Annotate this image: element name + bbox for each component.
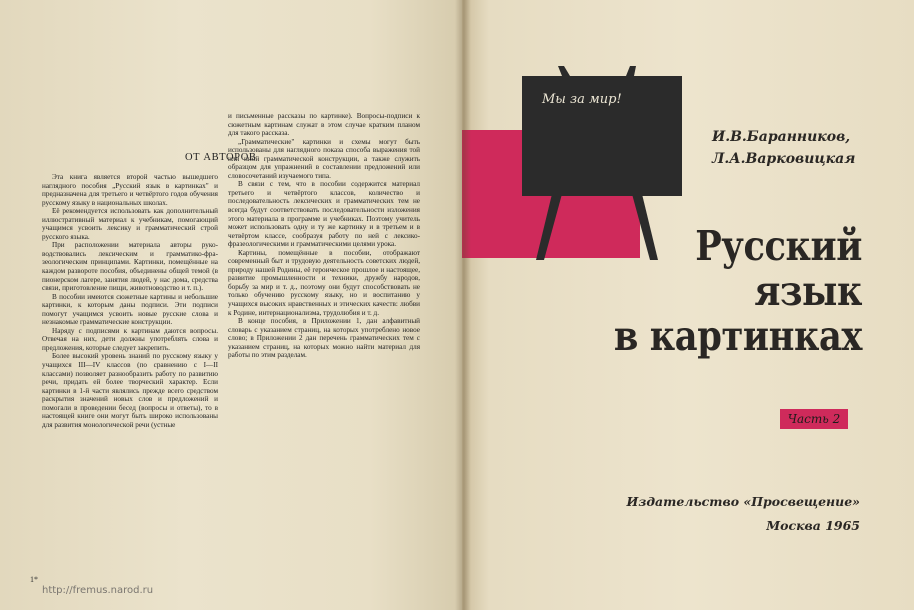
chalkboard-text: Мы за мир!: [542, 92, 622, 107]
city-year: Москва 1965: [766, 518, 860, 533]
part-badge: Часть 2: [780, 409, 848, 429]
title-line-2: язык: [754, 267, 862, 315]
paragraph: Картины, помещённые в пособии, отображают современный быт и трудовую деятельность советских людей, природу нашей Родины, её героическое прошлое и настоящее, развитие промышленности и техники, дружбу народов, борьбу за мир и т. д., поэтому они будут способствовать не только обучению русскому языку, но и воспитанию у учащихся высоких нравственных и этических качеств: любви к Родине, интернационализма, трудолюбия и т. д.: [228, 248, 420, 317]
title-line-3: в картинках: [613, 312, 862, 360]
page-folio: 1*: [30, 575, 38, 584]
paragraph: В конце пособия, в Приложении 1, дан алфавитный словарь с указанием страниц, на которых употреблено новое слово; в Приложении 2 дан перечень грамматических тем с указанием страниц, на которых можно найти материал для работы по этим разделам.: [228, 317, 420, 360]
paragraph: В пособии имеются сюжетные картины и небольшие картинки, к которым даны подписи. Эти подписи помогут учащимся усвоить новые русские слова и незнакомые грамматические конструкции.: [42, 292, 218, 327]
publisher: Издательство «Просвещение»: [626, 494, 860, 509]
text-column-1: [42, 173, 218, 429]
title-line-1: Русский: [695, 222, 862, 270]
paragraph: Наряду с подписями к картинам даются вопросы. Отвечая на них, дети должны употреблять слова и предложения, которые следует закрепить.: [42, 326, 218, 352]
section-heading: ОТ АВТОРОВ: [185, 152, 257, 163]
paragraph: и письменные рассказы по картинке). Вопросы-подписи к сюжетным картинам служат в этом случае кратким планом для такого рассказа.: [228, 112, 420, 138]
text-column-2: [228, 112, 420, 360]
paragraph: Более высокий уровень знаний по русскому языку у учащихся III—IV классов (по сравнению с I—II классами) позволяет разнообразить работу по развитию речи, придать ей более творческий характер. Если картинки в 1-й части являлись прежде всего средством раскрытия значений новых слов и предложений и помогали в проведении бесед (вопросы и ответы), то в настоящей книге они могут быть широко использованы для развития монологической речи (устные: [42, 352, 218, 429]
paragraph: „Грамматические" картинки и схемы могут быть использованы для наглядного показа способа выражения той или иной грамматической конструкции, а также служить образцом для упражнений в составлении предложений или словосочетаний изучаемого типа.: [228, 137, 420, 180]
watermark-url: http://fremus.narod.ru: [42, 585, 154, 596]
paragraph: В связи с тем, что в пособии содержится материал третьего и четвёртого классов, количество и последовательность лексических и грамматических тем не всегда будут соответствовать последовательности изложения этого материала в программе и учебниках. Поэтому учитель может использовать одну и ту же картинку и в третьем и в четвёртом классе, сообразуя работу по ней с лексико-фразеологическими и грамматическими целями урока.: [228, 180, 420, 249]
book-title: [613, 224, 862, 359]
author-1: И.В.Баранников,: [712, 129, 851, 145]
paragraph: Её рекомендуется использовать как дополнительный иллюстративный материал к учебникам, помогающий учащимся усвоить лексику и грамматический строй русского языка.: [42, 207, 218, 241]
author-2: Л.А.Варковицкая: [712, 151, 856, 167]
title-page: [462, 0, 914, 610]
paragraph: При расположении материала авторы руководствовались лексическим и грамматико-фразеологическим принципами. Картинки, помещённые на каждом развороте пособия, объединены общей темой (в пионерском лагере, занятия людей, у нас дома, средства связи, приготовление пищи, животноводство и т. п.).: [42, 241, 218, 293]
authors: [712, 126, 855, 170]
paragraph: Эта книга является второй частью вышедшего наглядного пособия „Русский язык в картинках" и предназначена для третьего и четвёртого годов обучения русскому языку в национальных школах.: [42, 173, 218, 207]
book-gutter: [455, 0, 471, 610]
